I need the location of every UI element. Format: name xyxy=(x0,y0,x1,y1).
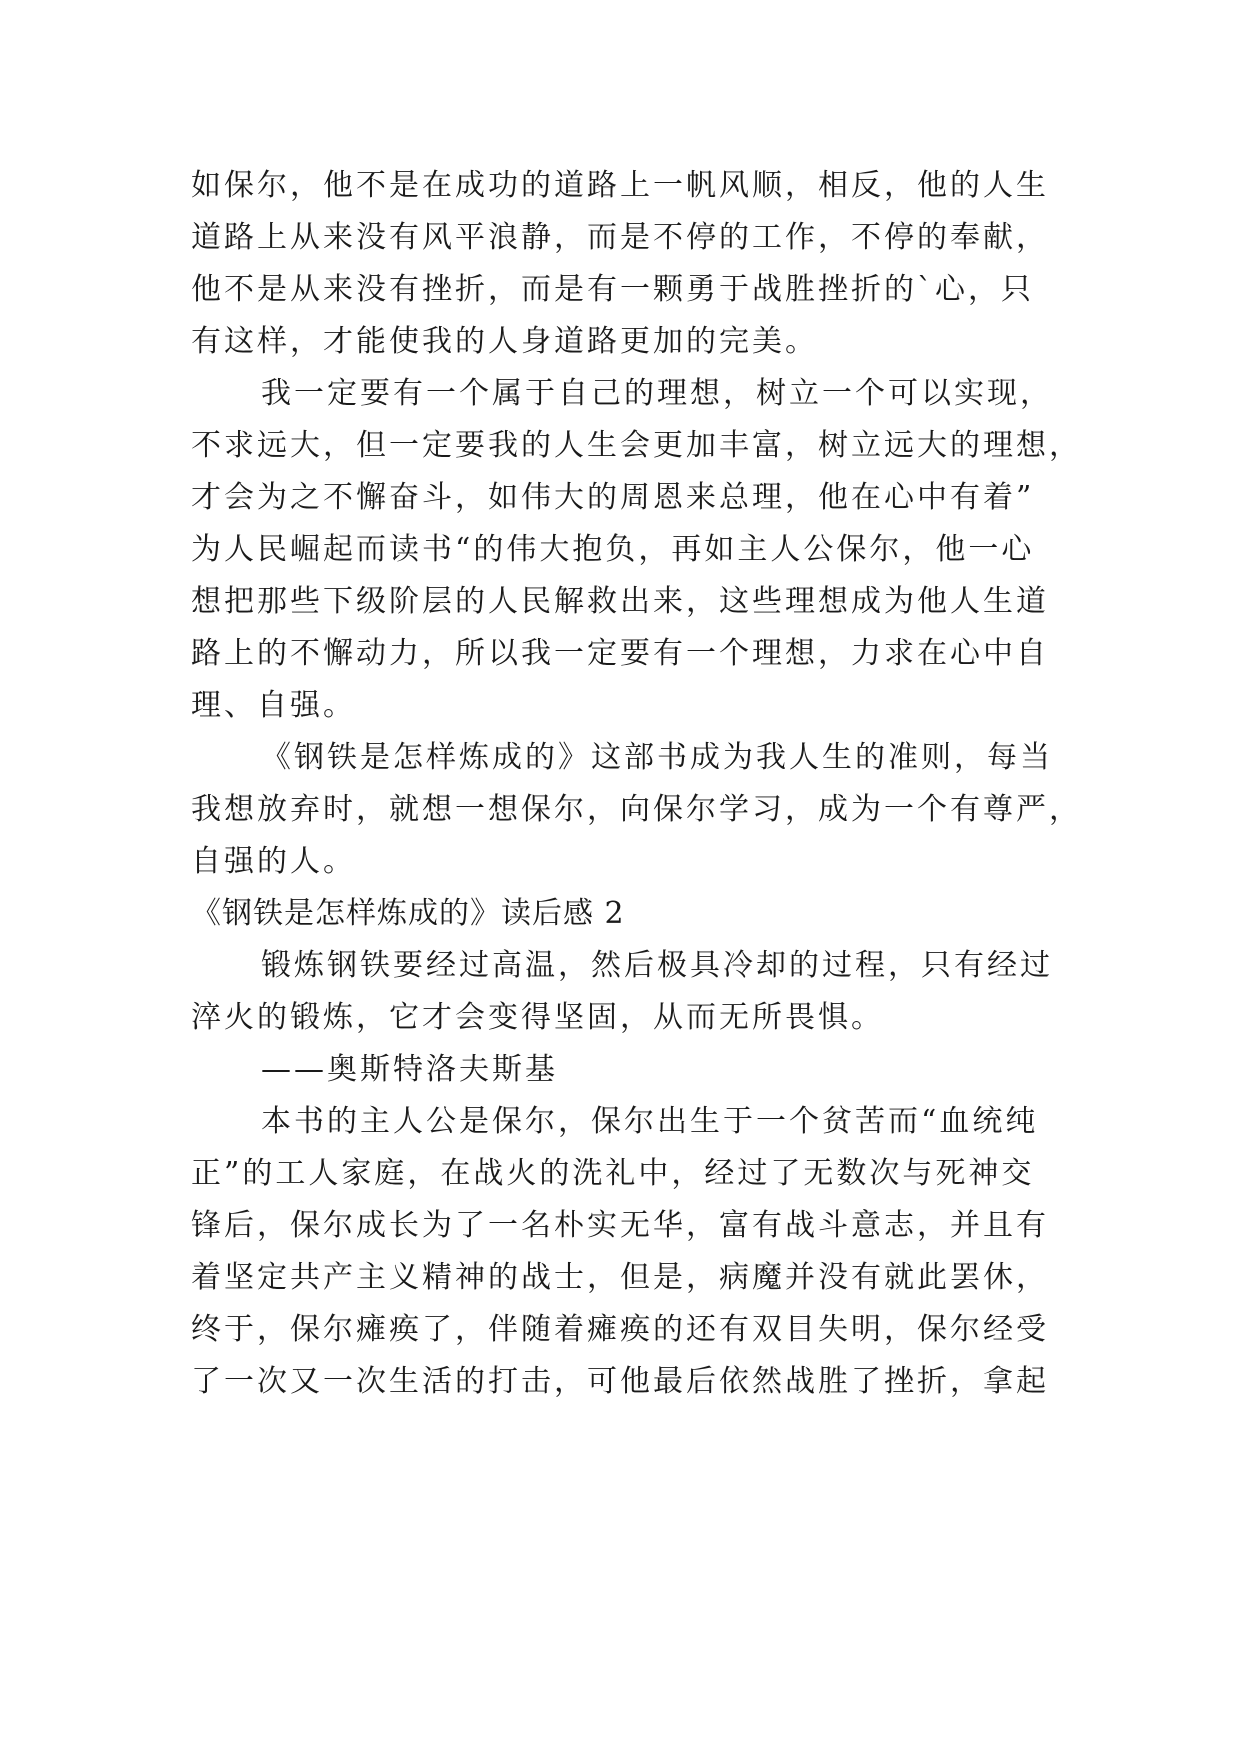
document-page xyxy=(191,160,1082,1408)
section-heading: 《钢铁是怎样炼成的》读后感 2 xyxy=(191,896,625,931)
paragraph-first-line: 我一定要有一个属于自己的理想，树立一个可以实现， xyxy=(261,376,1053,411)
text-line: 理、自强。 xyxy=(191,688,356,723)
text-line: 自强的人。 xyxy=(191,844,356,879)
text-line: 淬火的锻炼，它才会变得坚固，从而无所畏惧。 xyxy=(191,1000,884,1035)
paragraph-first-line: 本书的主人公是保尔，保尔出生于一个贫苦而“血统纯 xyxy=(261,1104,1039,1139)
text-line: 为人民崛起而读书“的伟大抱负，再如主人公保尔，他一心 xyxy=(191,532,1035,567)
text-line: 他不是从来没有挫折，而是有一颗勇于战胜挫折的`心，只 xyxy=(191,272,1034,307)
text-line: 道路上从来没有风平浪静，而是不停的工作，不停的奉献， xyxy=(191,220,1049,255)
text-line: 正”的工人家庭，在战火的洗礼中，经过了无数次与死神交 xyxy=(191,1156,1035,1191)
text-line: 有这样，才能使我的人身道路更加的完美。 xyxy=(191,324,818,359)
text-line: 锋后，保尔成长为了一名朴实无华，富有战斗意志，并且有 xyxy=(191,1208,1049,1243)
text-line: 终于，保尔瘫痪了，伴随着瘫痪的还有双目失明，保尔经受 xyxy=(191,1312,1049,1347)
text-line: 才会为之不懈奋斗，如伟大的周恩来总理，他在心中有着” xyxy=(191,480,1035,515)
quote-attribution: ——奥斯特洛夫斯基 xyxy=(261,1052,558,1087)
text-line: 如保尔，他不是在成功的道路上一帆风顺，相反，他的人生 xyxy=(191,168,1049,203)
text-line: 想把那些下级阶层的人民解救出来，这些理想成为他人生道 xyxy=(191,584,1049,619)
text-line: 路上的不懈动力，所以我一定要有一个理想，力求在心中自 xyxy=(191,636,1049,671)
text-line: 了一次又一次生活的打击，可他最后依然战胜了挫折，拿起 xyxy=(191,1364,1049,1399)
text-line: 着坚定共产主义精神的战士，但是，病魔并没有就此罢休， xyxy=(191,1260,1049,1295)
paragraph-first-line: 《钢铁是怎样炼成的》这部书成为我人生的准则，每当 xyxy=(261,740,1053,775)
paragraph-first-line: 锻炼钢铁要经过高温，然后极具冷却的过程，只有经过 xyxy=(261,948,1053,983)
text-line: 不求远大，但一定要我的人生会更加丰富，树立远大的理想， xyxy=(191,428,1082,463)
text-line: 我想放弃时，就想一想保尔，向保尔学习，成为一个有尊严， xyxy=(191,792,1082,827)
